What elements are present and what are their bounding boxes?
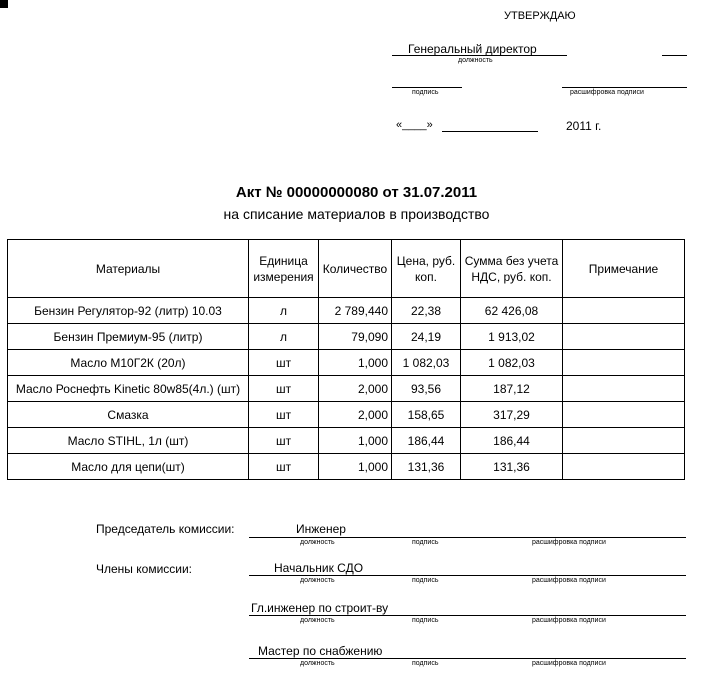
signer-position: Мастер по снабжению <box>258 644 383 658</box>
act-title: Акт № 00000000080 от 31.07.2011 <box>235 184 478 201</box>
signer-position: Гл.инженер по строит-ву <box>251 601 389 615</box>
cell-quantity: 1,000 <box>319 350 392 376</box>
cell-material: Масло Роснефть Kinetic 80w85(4л.) (шт) <box>8 376 249 402</box>
cell-sum: 131,36 <box>461 454 563 480</box>
cell-sum: 1 082,03 <box>461 350 563 376</box>
chairman-label: Председатель комиссии: <box>96 522 235 536</box>
signature-hint: подпись <box>412 89 439 96</box>
signature-hint: подпись <box>412 577 439 584</box>
signature-hint: подпись <box>412 539 439 546</box>
signature-line <box>249 658 686 659</box>
table-row <box>8 428 685 454</box>
cell-note <box>563 402 685 428</box>
cell-note <box>563 350 685 376</box>
cell-note <box>563 376 685 402</box>
col-header-material: Материалы <box>8 240 249 298</box>
date-year: 2011 г. <box>566 119 602 133</box>
cell-unit: шт <box>249 454 319 480</box>
cell-unit: шт <box>249 428 319 454</box>
director-side-line <box>662 55 687 56</box>
decode-line <box>562 87 687 88</box>
col-header-note: Примечание <box>563 240 685 298</box>
cell-note <box>563 324 685 350</box>
col-header-quantity: Количество <box>319 240 392 298</box>
cell-material: Бензин Регулятор-92 (литр) 10.03 <box>8 298 249 324</box>
col-header-price: Цена, руб. коп. <box>392 240 461 298</box>
cell-price: 1 082,03 <box>392 350 461 376</box>
cell-unit: шт <box>249 402 319 428</box>
cell-sum: 186,44 <box>461 428 563 454</box>
decode-hint: расшифровка подписи <box>532 539 606 546</box>
cell-material: Бензин Премиум-95 (литр) <box>8 324 249 350</box>
position-hint: должность <box>300 577 335 584</box>
signature-line <box>249 575 686 576</box>
position-hint: должность <box>300 660 335 667</box>
cell-quantity: 1,000 <box>319 454 392 480</box>
approve-label: УТВЕРЖДАЮ <box>504 10 576 22</box>
decode-hint: расшифровка подписи <box>532 577 606 584</box>
cell-unit: шт <box>249 376 319 402</box>
cell-quantity: 79,090 <box>319 324 392 350</box>
cell-price: 93,56 <box>392 376 461 402</box>
date-month-line <box>442 131 538 132</box>
cell-sum: 1 913,02 <box>461 324 563 350</box>
cell-price: 158,65 <box>392 402 461 428</box>
signer-position: Начальник СДО <box>274 561 364 575</box>
cell-sum: 62 426,08 <box>461 298 563 324</box>
cell-unit: л <box>249 298 319 324</box>
cell-note <box>563 298 685 324</box>
director-underline <box>392 55 567 56</box>
signature-line <box>249 615 686 616</box>
cell-material: Масло для цепи(шт) <box>8 454 249 480</box>
decode-hint: расшифровка подписи <box>532 660 606 667</box>
cell-material: Смазка <box>8 402 249 428</box>
table-row <box>8 402 685 428</box>
cell-price: 186,44 <box>392 428 461 454</box>
corner-mark <box>0 0 8 8</box>
cell-unit: л <box>249 324 319 350</box>
cell-price: 22,38 <box>392 298 461 324</box>
col-header-sum: Сумма без учета НДС, руб. коп. <box>461 240 563 298</box>
cell-material: Масло М10Г2К (20л) <box>8 350 249 376</box>
cell-unit: шт <box>249 350 319 376</box>
date-day-field: «____» <box>396 119 433 131</box>
position-hint: должность <box>300 539 335 546</box>
cell-quantity: 1,000 <box>319 428 392 454</box>
materials-table <box>7 239 685 480</box>
position-hint: должность <box>458 57 493 64</box>
cell-price: 131,36 <box>392 454 461 480</box>
cell-note <box>563 428 685 454</box>
position-hint: должность <box>300 617 335 624</box>
signature-line <box>392 87 462 88</box>
act-subtitle: на списание материалов в производство <box>223 206 490 222</box>
cell-sum: 317,29 <box>461 402 563 428</box>
table-row <box>8 324 685 350</box>
cell-material: Масло STIHL, 1л (шт) <box>8 428 249 454</box>
table-row <box>8 376 685 402</box>
table-row <box>8 454 685 480</box>
cell-quantity: 2,000 <box>319 376 392 402</box>
cell-quantity: 2,000 <box>319 402 392 428</box>
table-header-row <box>8 240 685 298</box>
members-label: Члены комиссии: <box>96 562 193 576</box>
decode-hint: расшифровка подписи <box>570 89 644 96</box>
table-row <box>8 298 685 324</box>
decode-hint: расшифровка подписи <box>532 617 606 624</box>
signer-position: Инженер <box>296 522 346 536</box>
signature-hint: подпись <box>412 617 439 624</box>
cell-note <box>563 454 685 480</box>
cell-quantity: 2 789,440 <box>319 298 392 324</box>
director-title: Генеральный директор <box>408 42 537 56</box>
signature-line <box>249 537 686 538</box>
signature-hint: подпись <box>412 660 439 667</box>
table-row <box>8 350 685 376</box>
cell-price: 24,19 <box>392 324 461 350</box>
col-header-unit: Единица измерения <box>249 240 319 298</box>
cell-sum: 187,12 <box>461 376 563 402</box>
